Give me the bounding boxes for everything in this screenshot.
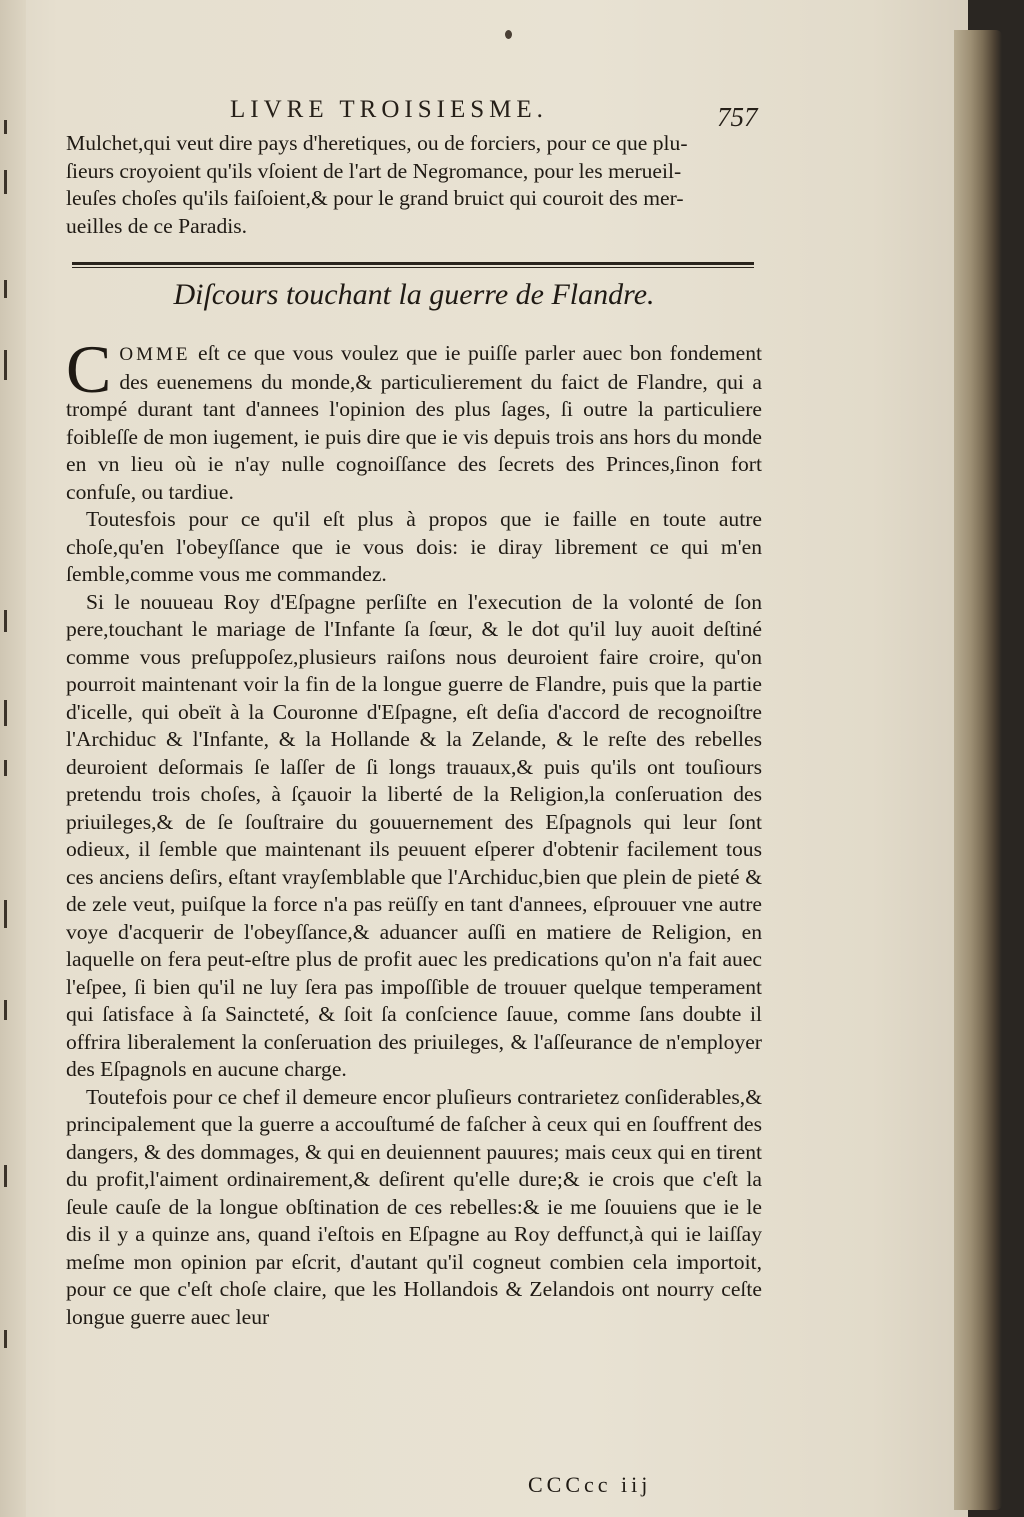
gutter-mark	[4, 280, 7, 298]
page-edge	[954, 30, 1002, 1510]
page-number: 757	[717, 102, 758, 132]
paragraph-1-text: eſt ce que vous voulez que ie puiſſe parler auec bon fondement des euenemens du monde,& particulierement du faict de Flandre, qui a trompé durant tant d'annees l'opinion des plus ſages, ſi outre la particuliere foibleſſe de mon iugement, ie puis dire que ie vis depuis trois ans hors du monde en vn lieu où ie n'ay nulle cognoiſſance des ſecrets des Princes,ſinon fort confuſe, ou tardiue.	[66, 341, 762, 504]
paragraph-4: Toutefois pour ce chef il demeure encor pluſieurs contrarietez conſiderables,& principalement que la guerre a accouſtumé de faſcher à ceux qui en ſouffrent des dangers, & des dommages, & qui en deuiennent pauures; mais ceux qui en tirent du profit,l'aiment ordinairement,& deſirent qu'elle dure;& ie crois que c'eſt la ſeule cauſe de la longue obſtination de ces rebelles:& ie me ſouuiens que ie le dis il y a quinze ans, quand i'eſtois en Eſpagne au Roy deffunct,à qui ie laiſſay meſme mon opinion par eſcrit, d'autant qu'il cogneut combien cela importoit, pour ce que c'eſt choſe claire, que les Hollandois & Zelandois ont nourry ceſte longue guerre auec leur	[66, 1084, 762, 1329]
text-line: ueilles de ce Paradis.	[66, 213, 248, 238]
paragraph-3: Si le nouueau Roy d'Eſpagne perſiſte en l'execution de la volonté de ſon pere,touchant le mariage de l'Infante ſa ſœur, & le dot qu'il luy auoit deſtiné comme vous preſuppoſez,plusieurs raiſons nous deuroient faire croire, qu'on pourroit maintenant voir la fin de la longue guerre de Flandre, puis que la partie d'icelle, qui obeït à la Couronne d'Eſpagne, eſt deſia d'accord de recognoiſtre l'Archiduc & l'Infante, & la Hollande & la Zelande, & le reſte des rebelles deuroient deſormais ſe laſſer de ſi longs trauaux,& puis qu'ils ont touſiours pretendu trois choſes, à ſçauoir la liberté de la Religion,la conſeruation des priuileges,& de ſe ſouſtraire du gouuernement des Eſpagnols qui leur ſont odieux, il ſemble que maintenant ils peuuent eſperer d'obtenir facilement tous ces anciens deſirs, eſtant vrayſemblable que l'Archiduc,bien que plein de pieté & de zele veut, puiſque la force n'a pas reüſſy en tant d'annees, eſprouuer vne autre voye d'acquerir de l'obeyſſance,& aduancer auſſi en matiere de Religion, en laquelle on fera peut-eſtre plus de profit auec les predications qu'on n'a fait auec l'eſpee, ſi bien qu'il ne luy ſera pas impoſſible de trouuer quelque temperament qui ſatisface à ſa Saincteté, & ſoit ſa conſcience ſauue, comme ſans doubte il offrira liberalement la conſeruation des priuileges, & l'aſſeurance de n'employer des Eſpagnols en aucune charge.	[66, 589, 762, 1081]
body-text	[66, 331, 762, 1331]
gutter-mark	[4, 120, 7, 134]
lead-word: OMME	[119, 344, 191, 365]
opening-text	[66, 130, 762, 240]
gutter-mark	[4, 350, 7, 380]
ink-dot	[505, 30, 512, 39]
paragraph-1	[66, 331, 762, 506]
text-line: ſieurs croyoient qu'ils vſoient de l'art de Negromance, pour les merueil-	[66, 158, 682, 183]
page-gutter	[0, 0, 26, 1517]
paragraph-2: Toutesfois pour ce qu'il eſt plus à propos que ie faille en toute autre choſe,qu'en l'obeyſſance que ie vous dois: ie diray librement ce qui m'en ſemble,comme vous me commandez.	[66, 507, 762, 586]
text-line: leuſes choſes qu'ils faiſoient,& pour le grand bruict qui couroit des mer-	[66, 186, 684, 210]
running-head: LIVRE TROISIESME.	[230, 96, 548, 123]
gutter-mark	[4, 900, 7, 928]
gutter-mark	[4, 1165, 7, 1187]
gutter-mark	[4, 1330, 7, 1348]
drop-cap: C	[66, 331, 112, 407]
gutter-mark	[4, 760, 7, 776]
section-rule	[72, 262, 754, 265]
gutter-mark	[4, 170, 7, 194]
signature-mark: CCCcc iij	[528, 1472, 652, 1497]
text-line: Mulchet,qui veut dire pays d'heretiques, ou de forciers, pour ce que plu-	[66, 131, 688, 155]
gutter-mark	[4, 700, 7, 726]
gutter-mark	[4, 610, 7, 632]
section-rule-thin	[72, 267, 754, 268]
gutter-mark	[4, 1000, 7, 1020]
section-title: Diſcours touchant la guerre de Flandre.	[173, 278, 655, 311]
